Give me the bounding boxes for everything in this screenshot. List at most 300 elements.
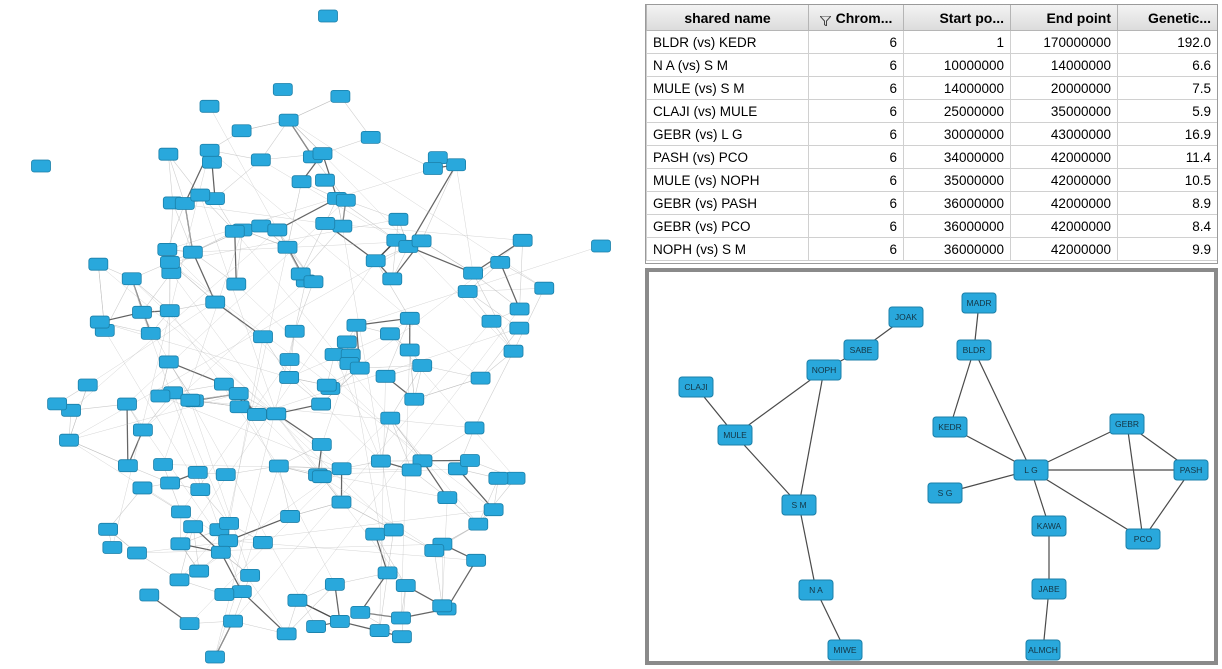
node-shape[interactable] bbox=[267, 408, 286, 420]
network-node[interactable] bbox=[491, 256, 510, 268]
network-node[interactable] bbox=[160, 305, 179, 317]
network-node[interactable] bbox=[412, 235, 431, 247]
network-node[interactable] bbox=[200, 100, 219, 112]
node-shape[interactable] bbox=[381, 412, 400, 424]
network-node[interactable] bbox=[428, 152, 447, 164]
node-shape[interactable] bbox=[330, 615, 349, 627]
subnetwork-node[interactable] bbox=[1032, 516, 1066, 536]
network-node[interactable] bbox=[225, 225, 244, 237]
node-shape[interactable] bbox=[315, 174, 334, 186]
node-shape[interactable] bbox=[491, 256, 510, 268]
node-shape[interactable] bbox=[458, 285, 477, 297]
subnetwork-edge[interactable] bbox=[950, 350, 974, 427]
network-node[interactable] bbox=[389, 213, 408, 225]
network-node[interactable] bbox=[380, 328, 399, 340]
cell-chrom[interactable]: 6 bbox=[809, 238, 904, 261]
subnetwork-node[interactable] bbox=[1032, 579, 1066, 599]
subnetwork-node[interactable] bbox=[1126, 529, 1160, 549]
node-shape[interactable] bbox=[229, 388, 248, 400]
node-shape[interactable] bbox=[232, 586, 251, 598]
node-shape[interactable] bbox=[133, 424, 152, 436]
subnetwork-node[interactable] bbox=[889, 307, 923, 327]
network-node[interactable] bbox=[285, 325, 304, 337]
node-shape[interactable] bbox=[405, 393, 424, 405]
node-shape[interactable] bbox=[191, 484, 210, 496]
node-shape[interactable] bbox=[159, 148, 178, 160]
network-nodes[interactable] bbox=[32, 10, 611, 663]
network-node[interactable] bbox=[172, 506, 191, 518]
cell-end[interactable]: 170000000 bbox=[1011, 31, 1118, 54]
node-shape[interactable] bbox=[292, 176, 311, 188]
node-shape[interactable] bbox=[460, 455, 479, 467]
network-node[interactable] bbox=[482, 315, 501, 327]
node-shape[interactable] bbox=[447, 159, 466, 171]
node-shape[interactable] bbox=[158, 243, 177, 255]
node-shape[interactable] bbox=[191, 189, 210, 201]
cell-end[interactable]: 42000000 bbox=[1011, 238, 1118, 261]
node-shape[interactable] bbox=[78, 379, 97, 391]
node-shape[interactable] bbox=[89, 258, 108, 270]
node-shape[interactable] bbox=[396, 580, 415, 592]
network-node[interactable] bbox=[133, 306, 152, 318]
network-node[interactable] bbox=[391, 612, 410, 624]
network-node[interactable] bbox=[351, 606, 370, 618]
node-shape[interactable] bbox=[32, 160, 51, 172]
network-node[interactable] bbox=[313, 148, 332, 160]
table-row[interactable] bbox=[647, 146, 1218, 169]
node-shape[interactable] bbox=[370, 625, 389, 637]
node-shape[interactable] bbox=[211, 546, 230, 558]
node-shape[interactable] bbox=[247, 408, 266, 420]
node-shape[interactable] bbox=[467, 554, 486, 566]
cell-end[interactable]: 35000000 bbox=[1011, 100, 1118, 123]
network-node[interactable] bbox=[206, 651, 225, 663]
cell-genetic[interactable]: 16.9 bbox=[1118, 123, 1218, 146]
node-shape[interactable] bbox=[513, 234, 532, 246]
cell-genetic[interactable]: 192.0 bbox=[1118, 31, 1218, 54]
node-shape[interactable] bbox=[90, 316, 109, 328]
table-row[interactable] bbox=[647, 169, 1218, 192]
node-shape[interactable] bbox=[361, 131, 380, 143]
network-node[interactable] bbox=[191, 189, 210, 201]
network-node[interactable] bbox=[469, 518, 488, 530]
network-node[interactable] bbox=[350, 362, 369, 374]
network-node[interactable] bbox=[330, 615, 349, 627]
network-node[interactable] bbox=[465, 422, 484, 434]
cell-start[interactable]: 14000000 bbox=[904, 77, 1011, 100]
node-shape[interactable] bbox=[59, 434, 78, 446]
network-node[interactable] bbox=[281, 510, 300, 522]
subnetwork-edge[interactable] bbox=[799, 370, 824, 505]
node-shape[interactable] bbox=[225, 225, 244, 237]
node-shape[interactable] bbox=[380, 328, 399, 340]
network-node[interactable] bbox=[336, 194, 355, 206]
network-node[interactable] bbox=[241, 569, 260, 581]
network-node[interactable] bbox=[170, 574, 189, 586]
node-shape[interactable] bbox=[383, 273, 402, 285]
cell-start[interactable]: 1 bbox=[904, 31, 1011, 54]
network-node[interactable] bbox=[133, 482, 152, 494]
cell-chrom[interactable]: 6 bbox=[809, 123, 904, 146]
node-shape[interactable] bbox=[535, 282, 554, 294]
network-node[interactable] bbox=[89, 258, 108, 270]
node-shape[interactable] bbox=[170, 574, 189, 586]
network-node[interactable] bbox=[332, 463, 351, 475]
node-shape[interactable] bbox=[280, 371, 299, 383]
node-shape[interactable] bbox=[190, 565, 209, 577]
node-shape[interactable] bbox=[118, 460, 137, 472]
network-node[interactable] bbox=[229, 388, 248, 400]
node-shape[interactable] bbox=[251, 154, 270, 166]
cell-shared_name[interactable]: MULE (vs) S M bbox=[647, 77, 809, 100]
subnetwork-node[interactable] bbox=[828, 640, 862, 660]
network-node[interactable] bbox=[160, 256, 179, 268]
node-shape[interactable] bbox=[133, 306, 152, 318]
network-node[interactable] bbox=[202, 156, 221, 168]
network-node[interactable] bbox=[317, 379, 336, 391]
cell-genetic[interactable]: 7.5 bbox=[1118, 77, 1218, 100]
network-node[interactable] bbox=[278, 241, 297, 253]
column-header-genetic[interactable] bbox=[1118, 5, 1218, 31]
network-node[interactable] bbox=[413, 360, 432, 372]
cell-shared_name[interactable]: GEBR (vs) L G bbox=[647, 123, 809, 146]
network-node[interactable] bbox=[188, 466, 207, 478]
node-shape[interactable] bbox=[336, 194, 355, 206]
node-shape[interactable] bbox=[332, 463, 351, 475]
node-shape[interactable] bbox=[392, 631, 411, 643]
cell-end[interactable]: 43000000 bbox=[1011, 123, 1118, 146]
node-shape[interactable] bbox=[253, 536, 272, 548]
network-node[interactable] bbox=[447, 159, 466, 171]
network-node[interactable] bbox=[316, 217, 335, 229]
node-shape[interactable] bbox=[391, 612, 410, 624]
node-shape[interactable] bbox=[154, 459, 173, 471]
column-header-end-point[interactable] bbox=[1011, 5, 1118, 31]
node-shape[interactable] bbox=[333, 220, 352, 232]
node-shape[interactable] bbox=[471, 372, 490, 384]
node-shape[interactable] bbox=[351, 606, 370, 618]
network-node[interactable] bbox=[273, 83, 292, 95]
network-node[interactable] bbox=[151, 390, 170, 402]
network-node[interactable] bbox=[460, 455, 479, 467]
network-node[interactable] bbox=[366, 255, 385, 267]
network-node[interactable] bbox=[180, 618, 199, 630]
network-node[interactable] bbox=[471, 372, 490, 384]
network-node[interactable] bbox=[200, 144, 219, 156]
subnetwork-canvas[interactable] bbox=[649, 272, 1214, 661]
cell-genetic[interactable]: 11.4 bbox=[1118, 146, 1218, 169]
cell-start[interactable]: 36000000 bbox=[904, 215, 1011, 238]
network-node[interactable] bbox=[381, 412, 400, 424]
network-node[interactable] bbox=[190, 565, 209, 577]
network-node[interactable] bbox=[467, 554, 486, 566]
network-node[interactable] bbox=[159, 356, 178, 368]
network-node[interactable] bbox=[402, 464, 421, 476]
node-shape[interactable] bbox=[312, 439, 331, 451]
network-node[interactable] bbox=[253, 536, 272, 548]
network-node[interactable] bbox=[458, 285, 477, 297]
node-shape[interactable] bbox=[133, 482, 152, 494]
node-shape[interactable] bbox=[254, 331, 273, 343]
node-shape[interactable] bbox=[141, 327, 160, 339]
cell-start[interactable]: 35000000 bbox=[904, 169, 1011, 192]
node-shape[interactable] bbox=[378, 567, 397, 579]
network-node[interactable] bbox=[254, 331, 273, 343]
node-shape[interactable] bbox=[438, 492, 457, 504]
subnetwork-node[interactable] bbox=[957, 340, 991, 360]
table-row[interactable] bbox=[647, 123, 1218, 146]
table-row[interactable] bbox=[647, 54, 1218, 77]
node-shape[interactable] bbox=[277, 628, 296, 640]
node-shape[interactable] bbox=[288, 594, 307, 606]
node-shape[interactable] bbox=[181, 394, 200, 406]
network-node[interactable] bbox=[59, 434, 78, 446]
table-body[interactable] bbox=[647, 31, 1218, 261]
network-node[interactable] bbox=[251, 154, 270, 166]
cell-end[interactable]: 42000000 bbox=[1011, 146, 1118, 169]
cell-start[interactable]: 36000000 bbox=[904, 238, 1011, 261]
network-node[interactable] bbox=[510, 303, 529, 315]
table-row[interactable] bbox=[647, 77, 1218, 100]
cell-shared_name[interactable]: N A (vs) S M bbox=[647, 54, 809, 77]
network-node[interactable] bbox=[230, 401, 249, 413]
network-node[interactable] bbox=[224, 615, 243, 627]
cell-chrom[interactable]: 6 bbox=[809, 77, 904, 100]
node-shape[interactable] bbox=[118, 398, 137, 410]
node-shape[interactable] bbox=[312, 398, 331, 410]
network-node[interactable] bbox=[333, 220, 352, 232]
subnetwork-node[interactable] bbox=[1026, 640, 1060, 660]
network-node[interactable] bbox=[211, 546, 230, 558]
table-row[interactable] bbox=[647, 192, 1218, 215]
node-shape[interactable] bbox=[510, 303, 529, 315]
network-node[interactable] bbox=[425, 544, 444, 556]
network-node[interactable] bbox=[484, 504, 503, 516]
node-shape[interactable] bbox=[376, 370, 395, 382]
node-shape[interactable] bbox=[469, 518, 488, 530]
cell-chrom[interactable]: 6 bbox=[809, 192, 904, 215]
node-shape[interactable] bbox=[160, 305, 179, 317]
node-shape[interactable] bbox=[400, 344, 419, 356]
node-shape[interactable] bbox=[312, 471, 331, 483]
network-node[interactable] bbox=[288, 594, 307, 606]
network-node[interactable] bbox=[216, 469, 235, 481]
node-shape[interactable] bbox=[428, 152, 447, 164]
node-shape[interactable] bbox=[412, 235, 431, 247]
subnetwork-edge[interactable] bbox=[1127, 424, 1143, 539]
node-shape[interactable] bbox=[127, 547, 146, 559]
network-node[interactable] bbox=[307, 621, 326, 633]
network-node[interactable] bbox=[159, 148, 178, 160]
network-node[interactable] bbox=[438, 492, 457, 504]
network-node[interactable] bbox=[32, 160, 51, 172]
node-shape[interactable] bbox=[366, 528, 385, 540]
cell-chrom[interactable]: 6 bbox=[809, 100, 904, 123]
node-shape[interactable] bbox=[337, 336, 356, 348]
cell-shared_name[interactable]: CLAJI (vs) MULE bbox=[647, 100, 809, 123]
node-shape[interactable] bbox=[504, 345, 523, 357]
network-node[interactable] bbox=[141, 327, 160, 339]
node-shape[interactable] bbox=[99, 523, 118, 535]
network-node[interactable] bbox=[181, 394, 200, 406]
node-shape[interactable] bbox=[592, 240, 611, 252]
network-node[interactable] bbox=[232, 586, 251, 598]
node-shape[interactable] bbox=[220, 517, 239, 529]
node-shape[interactable] bbox=[304, 276, 323, 288]
cell-chrom[interactable]: 6 bbox=[809, 215, 904, 238]
table-row[interactable] bbox=[647, 238, 1218, 261]
network-node[interactable] bbox=[384, 524, 403, 536]
node-shape[interactable] bbox=[402, 464, 421, 476]
cell-shared_name[interactable]: BLDR (vs) KEDR bbox=[647, 31, 809, 54]
node-shape[interactable] bbox=[241, 569, 260, 581]
node-shape[interactable] bbox=[200, 144, 219, 156]
node-shape[interactable] bbox=[227, 278, 246, 290]
node-shape[interactable] bbox=[180, 618, 199, 630]
network-node[interactable] bbox=[140, 589, 159, 601]
table-row[interactable] bbox=[647, 100, 1218, 123]
node-shape[interactable] bbox=[278, 241, 297, 253]
node-shape[interactable] bbox=[268, 224, 287, 236]
network-node[interactable] bbox=[280, 371, 299, 383]
node-shape[interactable] bbox=[171, 538, 190, 550]
node-shape[interactable] bbox=[484, 504, 503, 516]
subnetwork-node[interactable] bbox=[1014, 460, 1048, 480]
network-node[interactable] bbox=[400, 312, 419, 324]
network-node[interactable] bbox=[332, 496, 351, 508]
node-shape[interactable] bbox=[280, 353, 299, 365]
network-node[interactable] bbox=[506, 472, 525, 484]
node-shape[interactable] bbox=[413, 360, 432, 372]
network-node[interactable] bbox=[154, 459, 173, 471]
network-node[interactable] bbox=[535, 282, 554, 294]
node-shape[interactable] bbox=[285, 325, 304, 337]
network-node[interactable] bbox=[319, 10, 338, 22]
node-shape[interactable] bbox=[319, 10, 338, 22]
network-node[interactable] bbox=[118, 398, 137, 410]
cell-genetic[interactable]: 8.4 bbox=[1118, 215, 1218, 238]
node-shape[interactable] bbox=[482, 315, 501, 327]
network-node[interactable] bbox=[122, 273, 141, 285]
network-node[interactable] bbox=[592, 240, 611, 252]
cell-genetic[interactable]: 8.9 bbox=[1118, 192, 1218, 215]
cell-genetic[interactable]: 9.9 bbox=[1118, 238, 1218, 261]
cell-chrom[interactable]: 6 bbox=[809, 169, 904, 192]
cell-end[interactable]: 42000000 bbox=[1011, 192, 1118, 215]
subnetwork-node[interactable] bbox=[782, 495, 816, 515]
subnetwork-node[interactable] bbox=[799, 580, 833, 600]
node-shape[interactable] bbox=[161, 477, 180, 489]
cell-start[interactable]: 25000000 bbox=[904, 100, 1011, 123]
node-shape[interactable] bbox=[307, 621, 326, 633]
network-node[interactable] bbox=[366, 528, 385, 540]
network-node[interactable] bbox=[370, 625, 389, 637]
network-node[interactable] bbox=[277, 628, 296, 640]
node-shape[interactable] bbox=[389, 213, 408, 225]
network-node[interactable] bbox=[312, 471, 331, 483]
subnetwork-node[interactable] bbox=[679, 377, 713, 397]
subnetwork-view[interactable] bbox=[645, 268, 1218, 665]
network-node[interactable] bbox=[133, 424, 152, 436]
subnetwork-node[interactable] bbox=[933, 417, 967, 437]
network-node[interactable] bbox=[220, 517, 239, 529]
subnetwork-node[interactable] bbox=[928, 483, 962, 503]
column-header-shared-name[interactable] bbox=[647, 5, 809, 31]
node-shape[interactable] bbox=[200, 100, 219, 112]
node-shape[interactable] bbox=[122, 273, 141, 285]
cell-start[interactable]: 34000000 bbox=[904, 146, 1011, 169]
node-shape[interactable] bbox=[433, 600, 452, 612]
cell-genetic[interactable]: 10.5 bbox=[1118, 169, 1218, 192]
subnetwork-node[interactable] bbox=[718, 425, 752, 445]
node-shape[interactable] bbox=[506, 472, 525, 484]
subnetwork-node[interactable] bbox=[962, 293, 996, 313]
network-node[interactable] bbox=[206, 296, 225, 308]
cell-shared_name[interactable]: GEBR (vs) PCO bbox=[647, 215, 809, 238]
network-node[interactable] bbox=[510, 322, 529, 334]
network-node[interactable] bbox=[171, 538, 190, 550]
cell-start[interactable]: 10000000 bbox=[904, 54, 1011, 77]
network-node[interactable] bbox=[347, 319, 366, 331]
cell-end[interactable]: 42000000 bbox=[1011, 169, 1118, 192]
network-node[interactable] bbox=[433, 600, 452, 612]
subnetwork-edge[interactable] bbox=[799, 505, 816, 590]
node-shape[interactable] bbox=[350, 362, 369, 374]
network-node[interactable] bbox=[118, 460, 137, 472]
node-shape[interactable] bbox=[159, 356, 178, 368]
node-shape[interactable] bbox=[347, 319, 366, 331]
table-row[interactable] bbox=[647, 31, 1218, 54]
node-shape[interactable] bbox=[216, 469, 235, 481]
node-shape[interactable] bbox=[103, 541, 122, 553]
network-node[interactable] bbox=[78, 379, 97, 391]
node-shape[interactable] bbox=[384, 524, 403, 536]
node-shape[interactable] bbox=[464, 267, 483, 279]
node-shape[interactable] bbox=[206, 651, 225, 663]
network-node[interactable] bbox=[504, 345, 523, 357]
node-shape[interactable] bbox=[510, 322, 529, 334]
subnetwork-node[interactable] bbox=[1110, 414, 1144, 434]
network-node[interactable] bbox=[48, 398, 67, 410]
network-node[interactable] bbox=[337, 336, 356, 348]
network-node[interactable] bbox=[489, 472, 508, 484]
node-shape[interactable] bbox=[317, 379, 336, 391]
network-node[interactable] bbox=[103, 541, 122, 553]
network-node[interactable] bbox=[279, 114, 298, 126]
cell-chrom[interactable]: 6 bbox=[809, 31, 904, 54]
network-node[interactable] bbox=[312, 439, 331, 451]
network-node[interactable] bbox=[184, 521, 203, 533]
network-node[interactable] bbox=[292, 176, 311, 188]
cell-start[interactable]: 30000000 bbox=[904, 123, 1011, 146]
network-node[interactable] bbox=[269, 460, 288, 472]
node-shape[interactable] bbox=[183, 246, 202, 258]
network-node[interactable] bbox=[423, 163, 442, 175]
cell-genetic[interactable]: 5.9 bbox=[1118, 100, 1218, 123]
edge-table-panel[interactable] bbox=[645, 4, 1218, 264]
node-shape[interactable] bbox=[273, 83, 292, 95]
network-node[interactable] bbox=[400, 344, 419, 356]
cell-shared_name[interactable]: GEBR (vs) PASH bbox=[647, 192, 809, 215]
cell-end[interactable]: 14000000 bbox=[1011, 54, 1118, 77]
network-node[interactable] bbox=[315, 174, 334, 186]
node-shape[interactable] bbox=[423, 163, 442, 175]
network-node[interactable] bbox=[247, 408, 266, 420]
network-node[interactable] bbox=[158, 243, 177, 255]
network-node[interactable] bbox=[232, 125, 251, 137]
network-node[interactable] bbox=[304, 276, 323, 288]
node-shape[interactable] bbox=[230, 401, 249, 413]
